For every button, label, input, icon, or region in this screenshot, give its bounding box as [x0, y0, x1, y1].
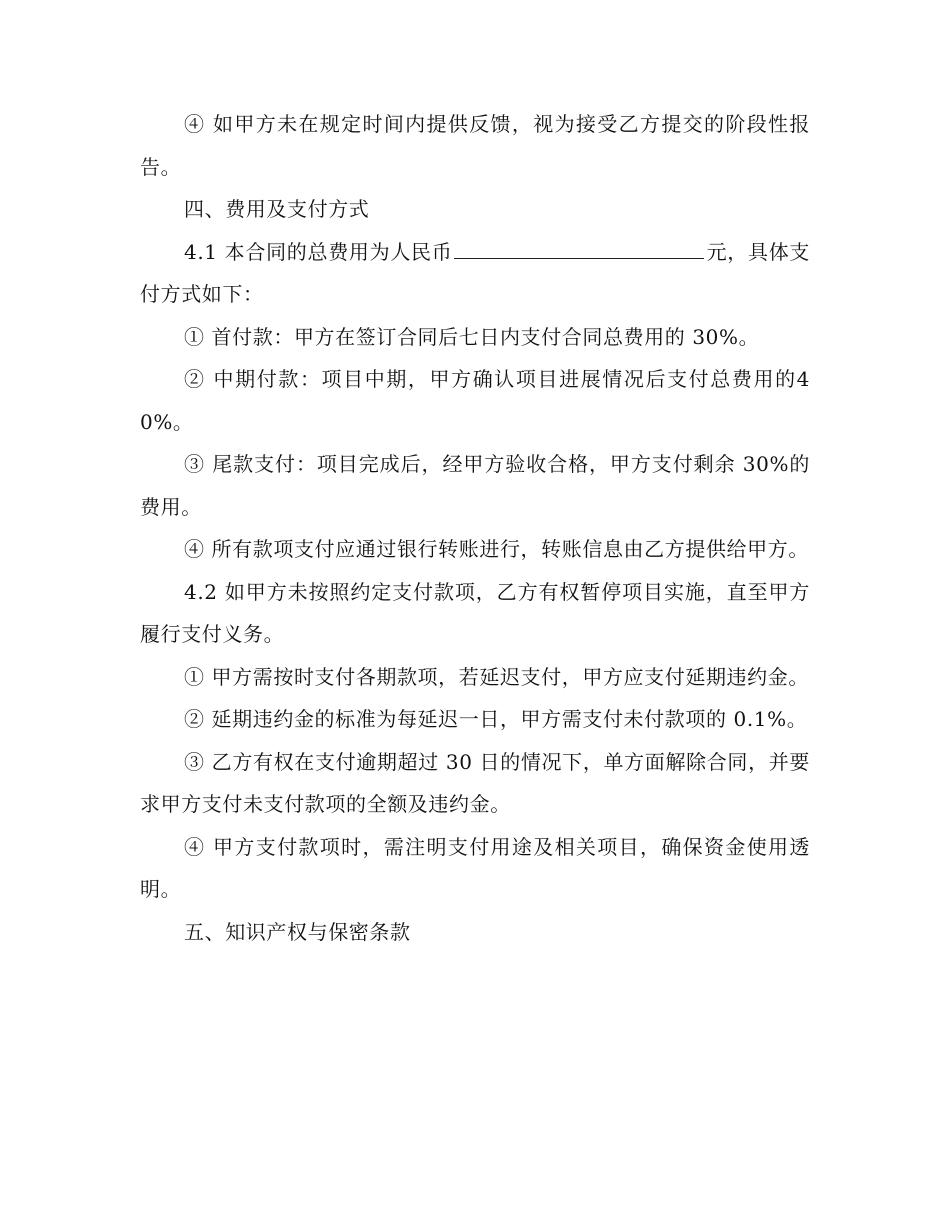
- section-heading-ip-confidentiality: 五、知识产权与保密条款: [184, 919, 411, 944]
- total-fee-text-after: 元，具体支付方式如下：: [140, 239, 811, 306]
- clause-late-penalty: ① 甲方需按时支付各期款项，若延迟支付，甲方应支付延期违约金。: [184, 664, 809, 689]
- clause-bank-transfer: ④ 所有款项支付应通过银行转账进行，转账信息由乙方提供给甲方。: [184, 537, 809, 561]
- clause-payment-purpose: ④ 甲方支付款项时，需注明支付用途及相关项目，确保资金使用透明。: [140, 834, 810, 901]
- clause-penalty-rate: ② 延期违约金的标准为每延迟一日，甲方需支付未付款项的 0.1%。: [184, 707, 808, 731]
- clause-interim-payment: ② 中期付款：项目中期，甲方确认项目进展情况后支付总费用的40%。: [140, 367, 810, 434]
- total-fee-text-before: 4.1 本合同的总费用为人民币: [184, 239, 453, 264]
- clause-final-payment: ③ 尾款支付：项目完成后，经甲方验收合格，甲方支付剩余 30%的费用。: [140, 452, 810, 519]
- clause-total-fee: [140, 231, 810, 316]
- clause-down-payment: ① 首付款：甲方在签订合同后七日内支付合同总费用的 30%。: [184, 324, 760, 349]
- clause-feedback-acceptance: ④ 如甲方未在规定时间内提供反馈，视为接受乙方提交的阶段性报告。: [140, 112, 810, 179]
- clause-late-payment-suspension: 4.2 如甲方未按照约定支付款项，乙方有权暂停项目实施，直至甲方履行支付义务。: [140, 579, 810, 646]
- document-body: [140, 103, 810, 953]
- clause-termination-right: ③ 乙方有权在支付逾期超过 30 日的情况下，单方面解除合同，并要求甲方支付未支付款项的全额及违约金。: [140, 749, 810, 816]
- section-heading-fees-payment: 四、费用及支付方式: [184, 197, 370, 221]
- total-fee-blank-field: [454, 238, 704, 259]
